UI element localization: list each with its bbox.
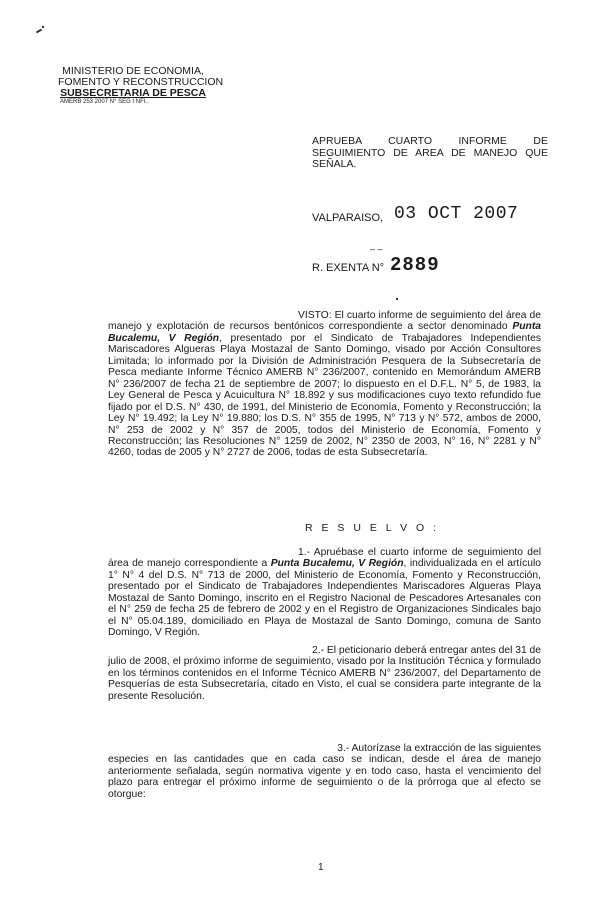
resolution-number: 2889 (390, 254, 440, 276)
ministry-line: MINISTERIO DE ECONOMIA, (62, 65, 204, 77)
scan-mark (396, 298, 398, 300)
visto-paragraph (108, 310, 541, 459)
article-1-lead: 1.- Apruébase el cuarto informe de seguimiento del área de manejo correspondiente a (108, 547, 541, 570)
article-3 (108, 743, 541, 800)
scan-mark (42, 26, 44, 28)
visto-text: El cuarto informe de seguimiento del área de manejo y explotación de recursos bentónicos correspondiente a sector denominado (108, 310, 541, 333)
visto-text: , presentado por el Sindicato de Trabajadores Independientes Mariscadores Algueras Playa Mostazal de Santo Domingo, visado por Acción Consultores Limitada; lo informado por la División de Administración Pesquera de la Subsecretaría de Pesca mediante Informe Técnico AMERB N° 236/2007, contenido en Memorándum AMERB N° 236/2007 de fecha 21 de septiembre de 2007; lo dispuesto en el D.F.L. N° 5, de 1983, la Ley General de Pesca y Acuicultura N° 18.892 y sus modificaciones cuyo texto refundido fue fijado por el D.S. N° 430, de 1991, del Ministerio de Economía, Fomento y Reconstrucción; la Ley N° 19.492; la Ley N° 19.880; los D.S. N° 355 de 1995, N° 713 y N° 572, ambos de 2000, N° 253 de 2002 y N° 357 de 2005, todos del Ministerio de Economía, Fomento y Reconstrucción; las Resoluciones N° 1259 de 2002, N° 2350 de 2003, N° 16, N° 2281 y N° 4260, todas de 2005 y N° 2727 de 2006, todas de esta Subsecretaría. (108, 332, 541, 459)
article-1 (108, 547, 541, 639)
article-2 (108, 645, 541, 702)
subsecretaria-line: SUBSECRETARIA DE PESCA (60, 87, 206, 99)
scan-mark (36, 29, 42, 34)
document-reference: AMERB 253 2007 N° SEG I NFI.. (60, 99, 149, 105)
place-label: VALPARAISO, (312, 212, 384, 224)
resuelvo-heading: R E S U E L V O : (305, 522, 440, 534)
ministry-header (58, 65, 224, 106)
resolution-subject: APRUEBA CUARTO INFORME DE SEGUIMIENTO DE AREA DE MANEJO QUE SEÑALA. (312, 135, 548, 170)
date-stamp: 03 OCT 2007 (394, 204, 519, 224)
visto-lead: VISTO: (298, 310, 332, 321)
article-2-lead: 2.- El peticionario deberá entregar antes del 31 de (312, 645, 541, 656)
article-3-lead: 3.- Autorízase la extracción de las siguientes (337, 743, 541, 754)
exenta-label: R. EXENTA N° (312, 262, 385, 274)
page-number: 1 (318, 862, 324, 873)
article-2-text: julio de 2008, el próximo informe de seguimiento, visado por la Institución Técnica y formulado en los términos contenidos en el Informe Técnico AMERB N° 236/2007, del Departamento de Pesquerías de esta Subsecretaría, citado en Visto, el cual se considera parte integrante de la presente Resolución. (108, 656, 541, 702)
separator-mark: – – (370, 244, 383, 254)
article-3-text: especies en las cantidades que en cada caso se indican, desde el área de manejo anteriormente señalada, según normativa vigente y en todo caso, hasta el vencimiento del plazo para entregar el próximo informe de seguimiento o de la prórroga que al efecto se otorgue: (108, 754, 541, 800)
area-name: Punta Bucalemu, V Región (108, 321, 541, 344)
ministry-line: FOMENTO Y RECONSTRUCCION (58, 76, 224, 88)
area-name: Punta Bucalemu, V Región (270, 558, 404, 570)
article-1-text: , individualizada en el artículo 1° N° 4 del D.S. N° 713 de 2000, del Ministerio de Economía, Fomento y Reconstrucción, presentado por el Sindicato de Trabajadores Independientes Mariscadores Algueras Playa Mostazal de Santo Domingo, inscrito en el Registro Nacional de Pescadores Artesanales con el N° 259 de fecha 25 de febrero de 2002 y en el Registro de Organizaciones Sindicales bajo el N° 05.04.189, domiciliado en Playa de Mostazal de Santo Domingo, comuna de Santo Domingo, V Región. (108, 558, 541, 639)
